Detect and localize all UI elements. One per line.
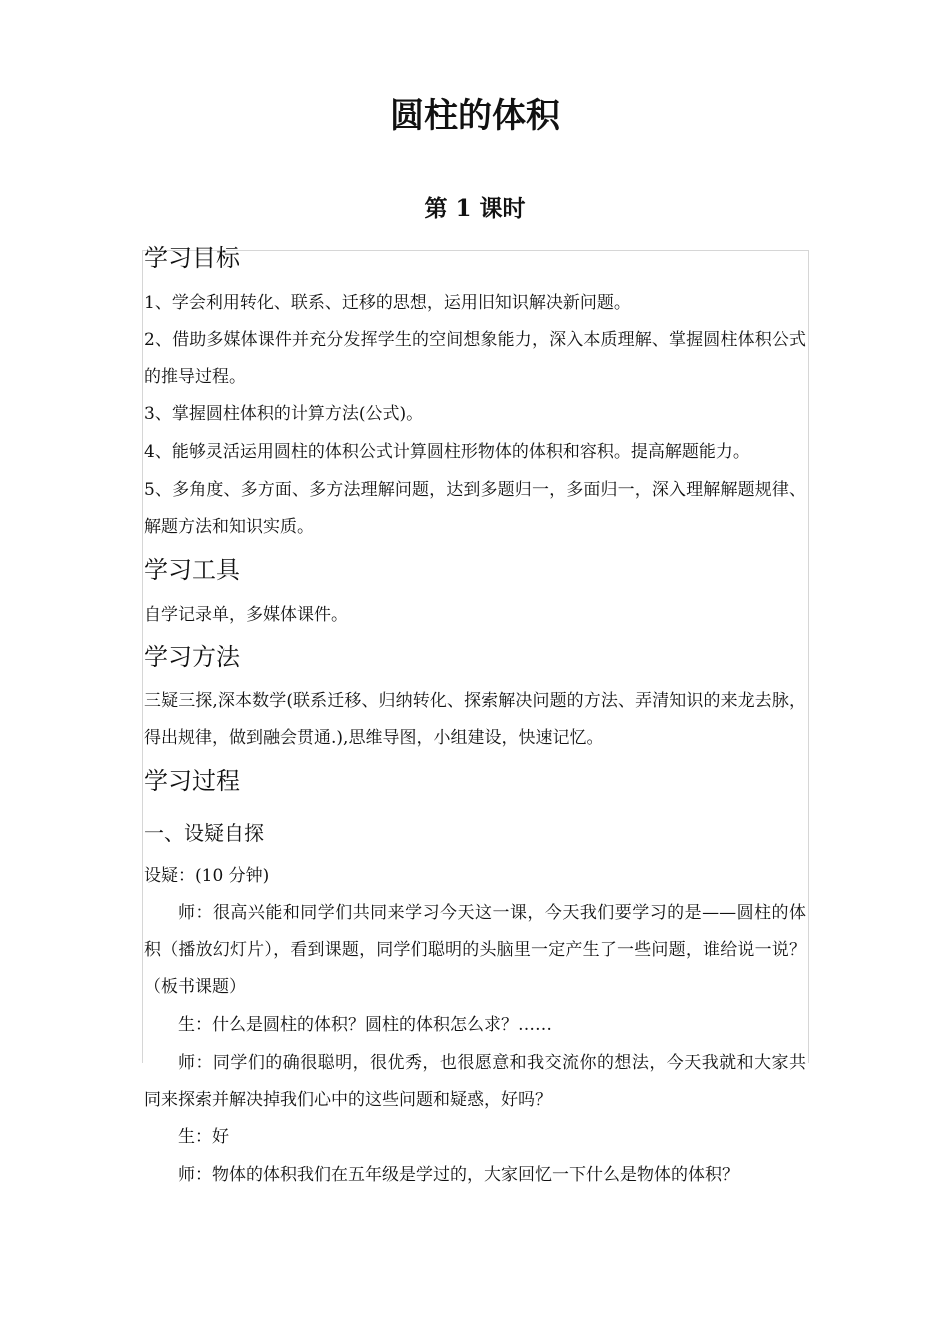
page-title: 圆柱的体积: [390, 96, 560, 136]
lesson-subtitle: 第 1 课时: [424, 195, 526, 222]
dialogue-paragraph: 生：什么是圆柱的体积？圆柱的体积怎么求？……: [178, 1015, 552, 1035]
dialogue-paragraph: 生：好: [178, 1127, 229, 1147]
process-subheading: 一、设疑自探: [144, 821, 264, 845]
goal-item: 3、掌握圆柱体积的计算方法(公式)。: [144, 404, 424, 424]
tools-text: 自学记录单，多媒体课件。: [144, 605, 348, 625]
process-heading: 学习过程: [144, 767, 240, 795]
dialogue-paragraph: 师：同学们的确很聪明，很优秀，也很愿意和我交流你的想法，今天我就和大家共同来探索并解决掉我们心中的这些问题和疑惑，好吗？: [144, 1053, 806, 1110]
goal-item: 5、多角度、多方面、多方法理解问题，达到多题归一，多面归一，深入理解解题规律、解题方法和知识实质。: [144, 480, 806, 537]
tools-heading: 学习工具: [144, 556, 240, 584]
dialogue-paragraph: 师：物体的体积我们在五年级是学过的，大家回忆一下什么是物体的体积？: [178, 1165, 739, 1185]
methods-heading: 学习方法: [144, 643, 240, 671]
goal-item: 1、学会利用转化、联系、迁移的思想，运用旧知识解决新问题。: [144, 293, 631, 313]
dialogue-paragraph: 师：很高兴能和同学们共同来学习今天这一课，今天我们要学习的是——圆柱的体积（播放幻灯片），看到课题，同学们聪明的头脑里一定产生了一些问题，谁给说一说？（板书课题）: [144, 903, 806, 997]
process-label: 设疑：(10 分钟): [144, 866, 270, 886]
methods-text: 三疑三探,深本数学(联系迁移、归纳转化、探索解决问题的方法、弄清知识的来龙去脉，得出规律，做到融会贯通.),思维导图，小组建设，快速记忆。: [144, 691, 806, 748]
goal-item: 4、能够灵活运用圆柱的体积公式计算圆柱形物体的体积和容积。提高解题能力。: [144, 442, 750, 462]
goals-heading: 学习目标: [144, 244, 240, 272]
goal-item: 2、借助多媒体课件并充分发挥学生的空间想象能力，深入本质理解、掌握圆柱体积公式的推导过程。: [144, 330, 806, 387]
